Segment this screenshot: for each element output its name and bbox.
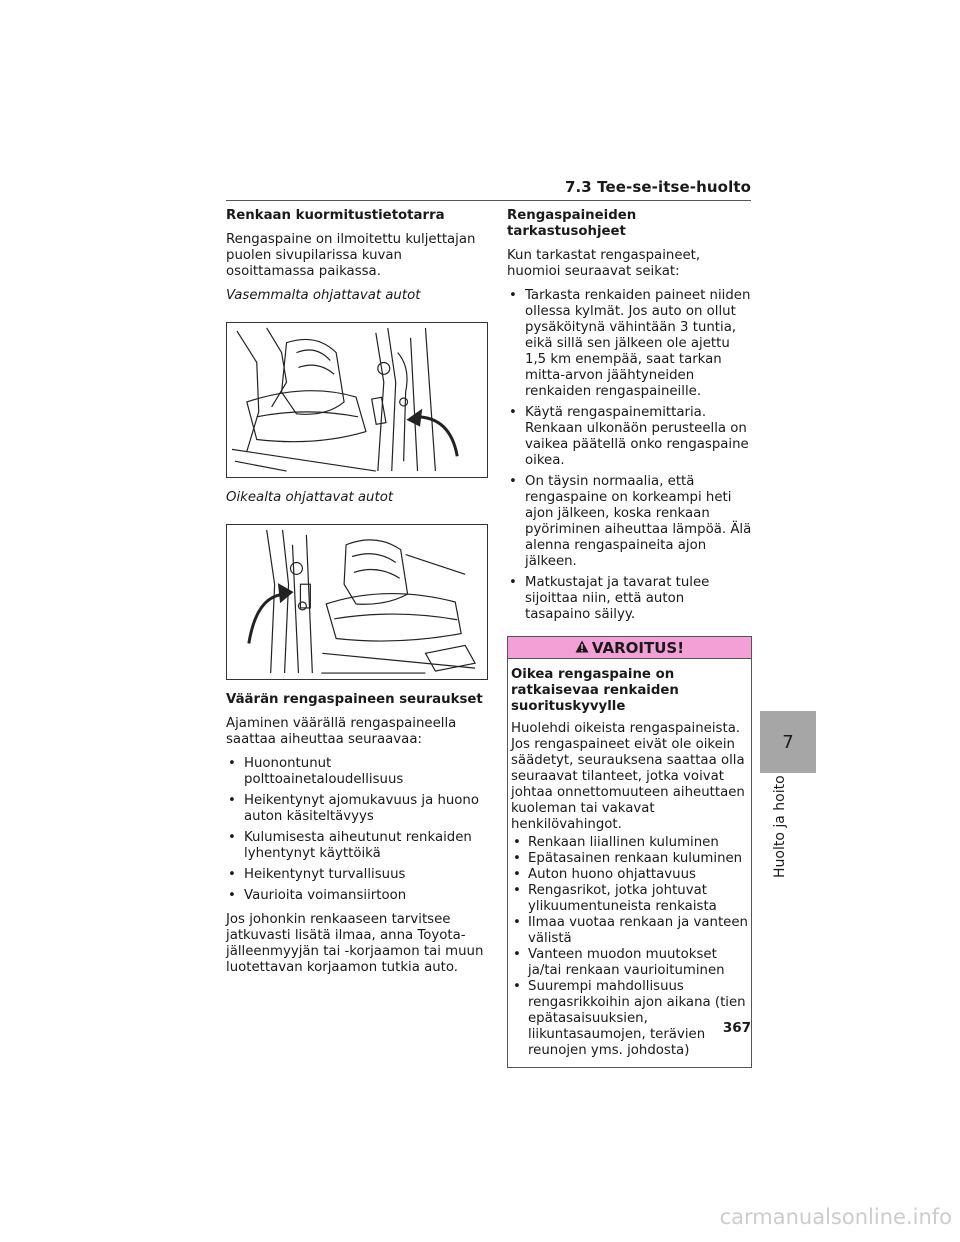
illustration-driver-seat-rhd: [227, 525, 487, 679]
list-item: • Rengasrikot, jotka johtuvat ylikuumentuneista renkaista: [511, 883, 748, 915]
figure-lhd-seat: [226, 322, 488, 478]
heading-wrong-pressure: Väärän rengaspaineen seuraukset: [226, 692, 483, 707]
list-item: • Tarkasta renkaiden paineet niiden ollessa kylmät. Jos auto on ollut pysäköitynä vähintään 3 tuntia, eikä sillä sen jälkeen ole ajettu 1,5 km enempää, saat tarkan mitta-arvon jäähtyneiden renkaiden rengaspaineille.: [507, 288, 752, 400]
caption-lhd: Vasemmalta ohjattavat autot: [226, 288, 421, 303]
list-item: • Matkustajat ja tavarat tulee sijoittaa niin, että auton tasapaino säilyy.: [507, 575, 752, 623]
list-item: • Renkaan liiallinen kuluminen: [511, 835, 748, 851]
heading-check-instructions: Rengaspaineiden tarkastusohjeet: [507, 208, 637, 239]
list-consequences: [226, 756, 488, 904]
list-item: • On täysin normaalia, että rengaspaine on korkeampi heti ajon jälkeen, koska renkaan pyöriminen aiheuttaa lämpöä. Älä alenna rengaspaineita ajon jälkeen.: [507, 474, 752, 570]
watermark: carmanualsonline.info: [719, 1205, 952, 1229]
chapter-label-text: Huolto ja hoito: [772, 775, 788, 878]
left-column: [226, 208, 488, 984]
figure-rhd-seat: [226, 524, 488, 680]
heading-tire-label: Renkaan kuormitustietotarra: [226, 208, 445, 223]
caption-rhd: Oikealta ohjattavat autot: [226, 490, 394, 505]
chapter-number: 7: [782, 731, 794, 753]
warning-body: [508, 659, 751, 1067]
paragraph-tire-label: Rengaspaine on ilmoitettu kuljettajan puolen sivupilarissa kuvan osoittamassa paikassa.: [226, 232, 476, 279]
paragraph-dealer: Jos johonkin renkaaseen tarvitsee jatkuvasti lisätä ilmaa, anna Toyota-jälleenmyyjän tai -korjaamon tai muun luotettavan korjaamon tutkia auto.: [226, 912, 484, 975]
list-item: • Ilmaa vuotaa renkaan ja vanteen välistä: [511, 915, 748, 947]
warning-header: [508, 637, 751, 659]
paragraph-wrong-pressure: Ajaminen väärällä rengaspaineella saattaa aiheuttaa seuraavaa:: [226, 716, 457, 747]
list-item: • Huonontunut polttoainetaloudellisuus: [226, 756, 488, 788]
list-item: • Kulumisesta aiheutunut renkaiden lyhentynyt käyttöikä: [226, 830, 488, 862]
warning-box: [507, 636, 752, 1068]
chapter-label: [770, 775, 800, 896]
right-column: [507, 208, 752, 1068]
chapter-tab[interactable]: [760, 711, 816, 773]
list-item: • Vaurioita voimansiirtoon: [226, 888, 488, 904]
header-divider: [226, 200, 751, 201]
warning-triangle-icon: [575, 640, 589, 656]
paragraph-check-intro: Kun tarkastat rengaspaineet, huomioi seuraavat seikat:: [507, 248, 701, 279]
illustration-driver-seat-lhd: [227, 323, 487, 477]
list-item: • Epätasainen renkaan kuluminen: [511, 851, 748, 867]
list-item: • Käytä rengaspainemittaria. Renkaan ulkonäön perusteella on vaikea päätellä onko rengaspaine oikea.: [507, 405, 752, 469]
section-title: 7.3 Tee-se-itse-huolto: [564, 178, 751, 196]
list-check-instructions: [507, 288, 752, 623]
list-item: • Heikentynyt turvallisuus: [226, 867, 488, 883]
list-item: • Suurempi mahdollisuus rengasrikkoihin ajon aikana (tien epätasaisuuksien, liikuntasaumojen, terävien reunojen yms. johdosta): [511, 979, 748, 1059]
warning-heading: Oikea rengaspaine on ratkaisevaa renkaiden suorituskyvylle: [511, 667, 679, 714]
list-item: • Auton huono ohjattavuus: [511, 867, 748, 883]
page-number: 367: [722, 1020, 751, 1036]
list-item: • Vanteen muodon muutokset ja/tai renkaan vaurioituminen: [511, 947, 748, 979]
list-item: • Heikentynyt ajomukavuus ja huono auton käsiteltävyys: [226, 793, 488, 825]
warning-text: Huolehdi oikeista rengaspaineista. Jos rengaspaineet eivät ole oikein säädetyt, seurauksena saattaa olla seuraavat tilanteet, jotka voivat johtaa onnettomuuteen aiheuttaen kuoleman tai vakavat henkilövahingot.: [511, 721, 745, 832]
warning-label: VAROITUS!: [591, 638, 685, 657]
